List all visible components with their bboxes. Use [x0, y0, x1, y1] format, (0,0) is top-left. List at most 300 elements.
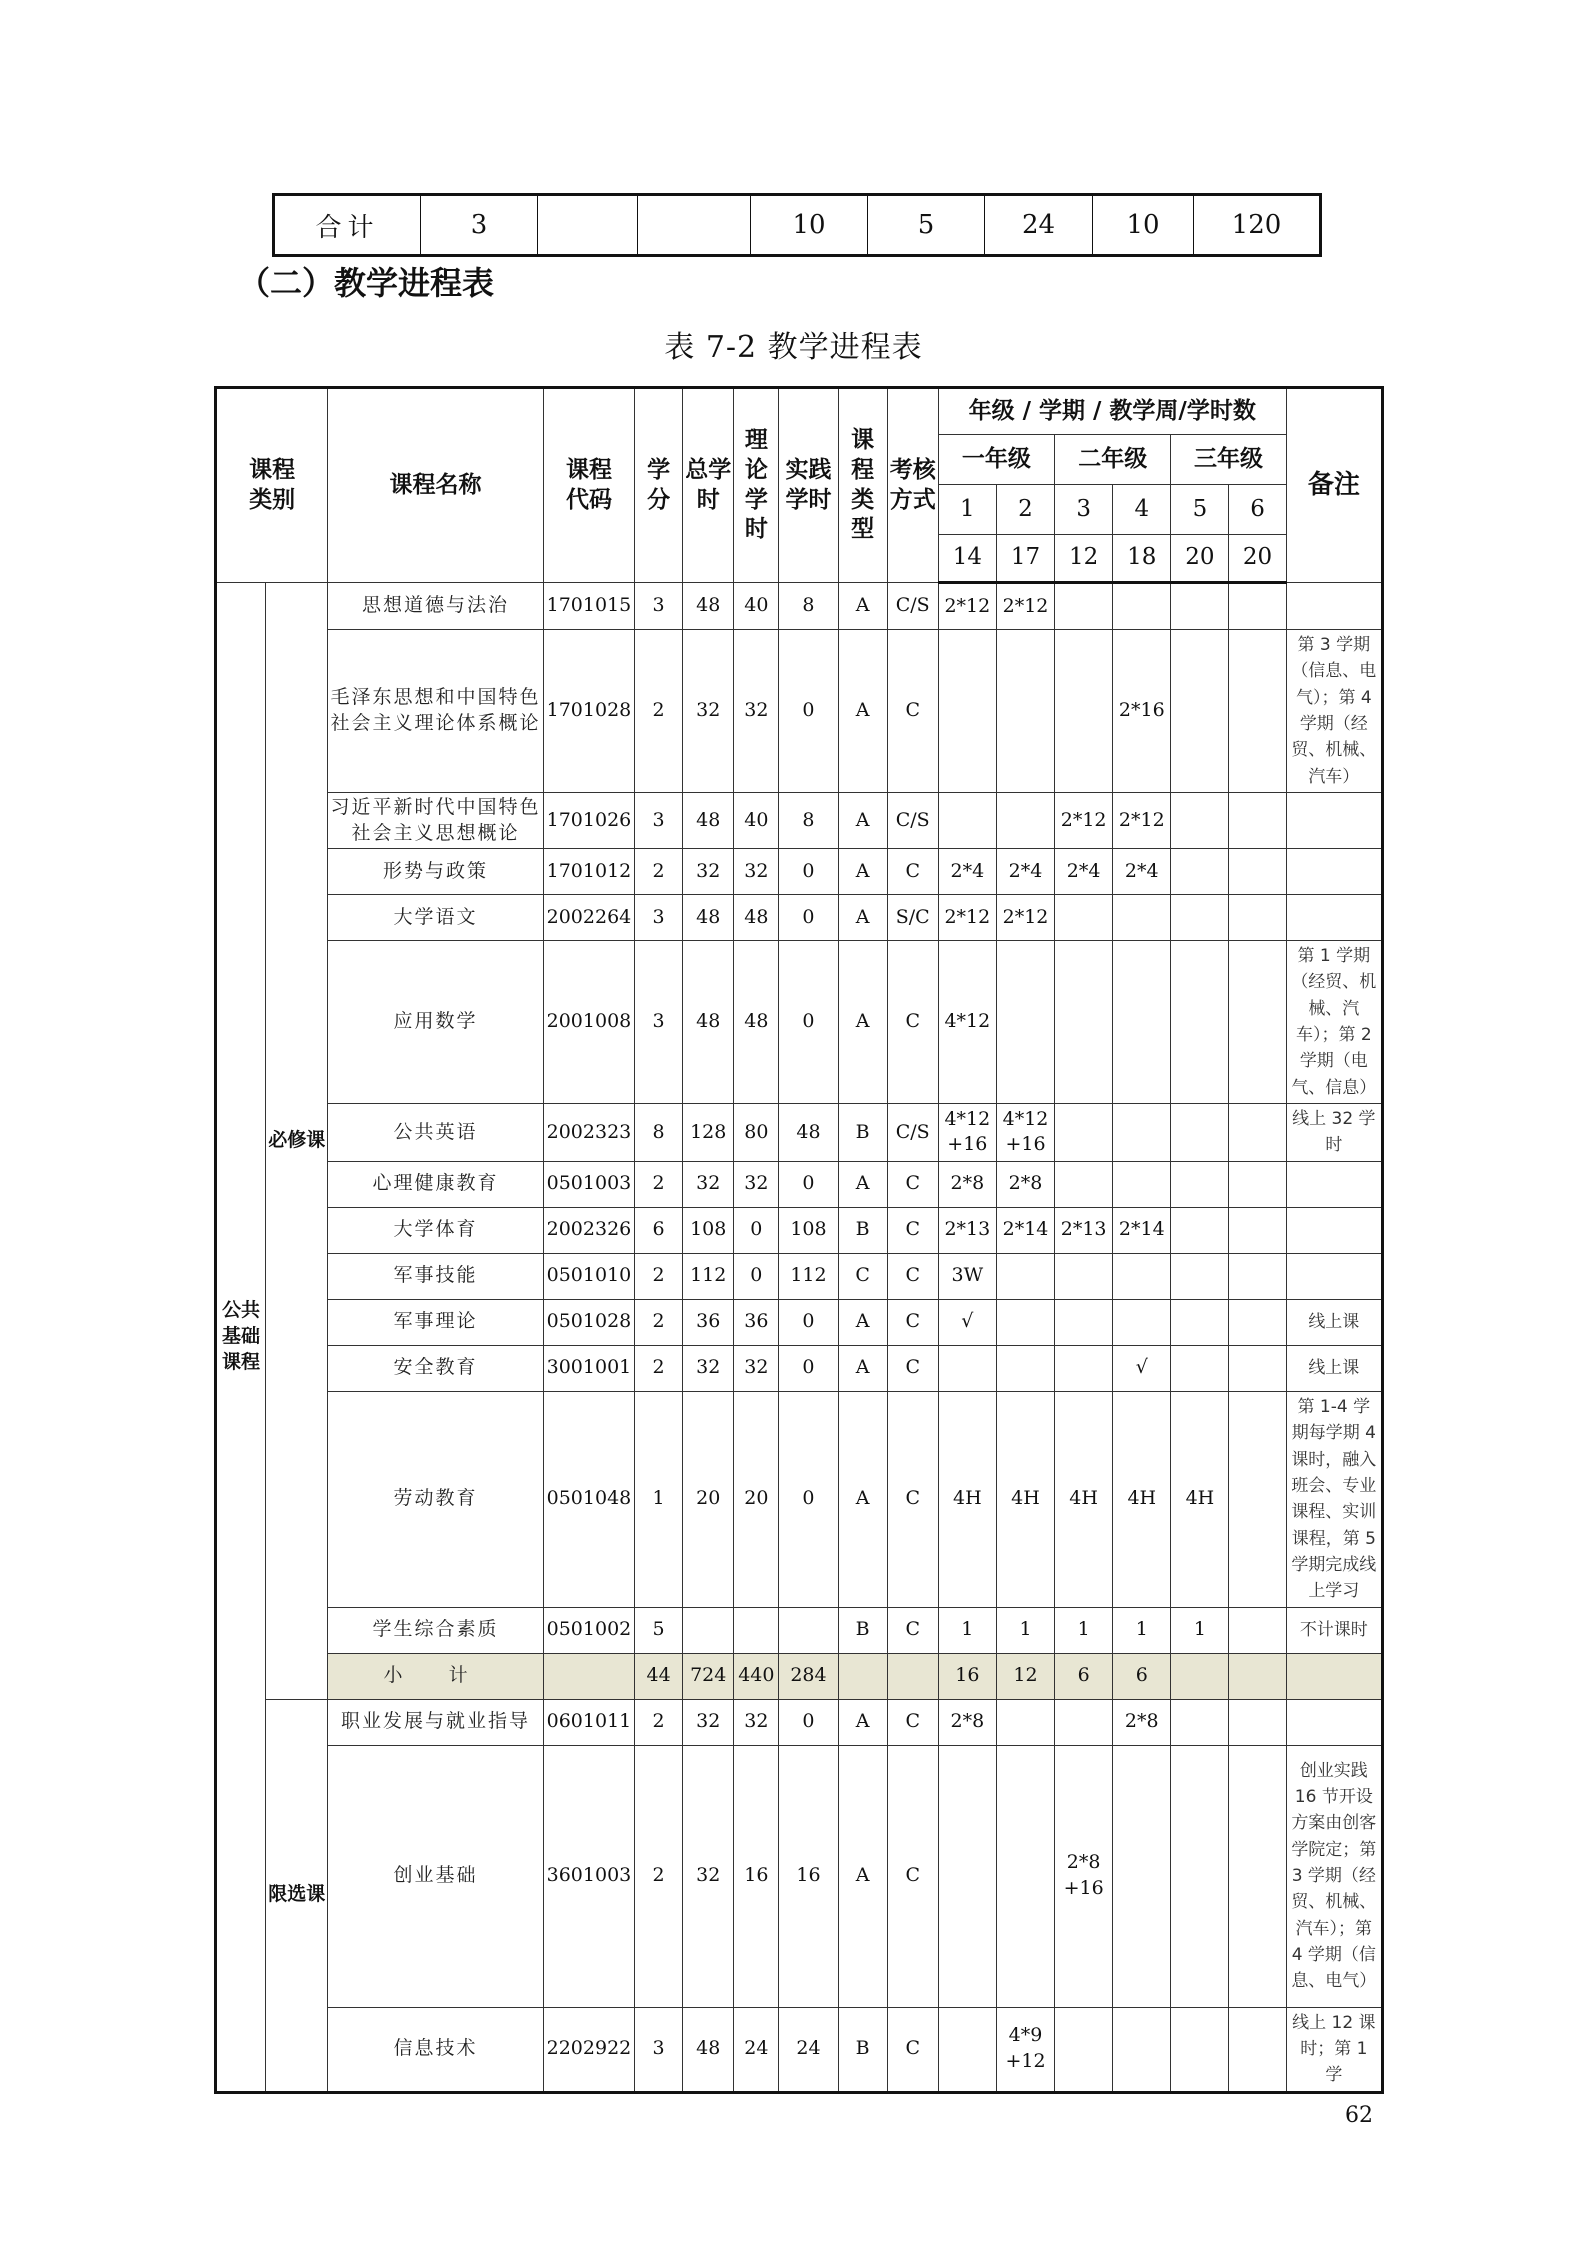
remarks: [1286, 1653, 1382, 1699]
practice-hours: [779, 1607, 838, 1653]
total-hours: 128: [683, 1104, 734, 1162]
credit: 3: [635, 583, 683, 630]
total-hours: 48: [683, 895, 734, 941]
term-hours: [1113, 895, 1171, 941]
term-hours: 2*14: [1113, 1207, 1171, 1253]
term-hours: [1229, 630, 1286, 793]
table-row: [216, 1207, 1383, 1253]
total-hours: 108: [683, 1207, 734, 1253]
summary-cell: 24: [985, 195, 1093, 256]
course-type: C: [838, 1253, 887, 1299]
term-hours: [1229, 1207, 1286, 1253]
theory-hours: 24: [734, 2007, 779, 2092]
term-hours: [996, 1699, 1054, 1745]
table-row: [216, 1104, 1383, 1162]
course-name: 小 计: [328, 1653, 544, 1699]
course-name: 创业基础: [328, 1745, 544, 2007]
table-row: [216, 849, 1383, 895]
term-hours: 12: [996, 1653, 1054, 1699]
table-row: [216, 1299, 1383, 1345]
term-hours: 4*9 +12: [996, 2007, 1054, 2092]
course-code: [543, 1653, 634, 1699]
course-code: 0501003: [543, 1161, 634, 1207]
subtotal-row: [216, 1653, 1383, 1699]
remarks: [1286, 583, 1382, 630]
term-hours: [938, 1745, 996, 2007]
practice-hours: 8: [779, 793, 838, 849]
total-hours: 32: [683, 1699, 734, 1745]
course-type: A: [838, 630, 887, 793]
term-hours: [1055, 1345, 1113, 1391]
course-name: 心理健康教育: [328, 1161, 544, 1207]
header-course-name: 课程名称: [328, 388, 544, 583]
practice-hours: 0: [779, 1299, 838, 1345]
assessment-method: C: [887, 1345, 938, 1391]
remarks: 线上 32 学时: [1286, 1104, 1382, 1162]
table-row: [216, 1745, 1383, 2007]
course-code: 3601003: [543, 1745, 634, 2007]
course-code: 0501010: [543, 1253, 634, 1299]
assessment-method: C: [887, 1391, 938, 1607]
course-type: A: [838, 1161, 887, 1207]
term-hours: [1055, 1253, 1113, 1299]
table-row: [216, 1345, 1383, 1391]
total-hours: 32: [683, 849, 734, 895]
practice-hours: 0: [779, 941, 838, 1104]
term-hours: √: [938, 1299, 996, 1345]
assessment-method: C/S: [887, 583, 938, 630]
term-hours: [938, 1345, 996, 1391]
theory-hours: 32: [734, 1161, 779, 1207]
term-hours: [1055, 2007, 1113, 2092]
term-hours: 2*8: [1113, 1699, 1171, 1745]
term-hours: 2*14: [996, 1207, 1054, 1253]
table-caption: 表 7-2 教学进程表: [664, 330, 923, 365]
term-hours: [1229, 849, 1286, 895]
section-heading: （二）教学进程表: [238, 264, 495, 302]
term-hours: [1229, 583, 1286, 630]
course-name: 安全教育: [328, 1345, 544, 1391]
term-hours: [996, 1253, 1054, 1299]
course-type: A: [838, 1745, 887, 2007]
remarks: [1286, 1161, 1382, 1207]
term-hours: [1229, 1745, 1286, 2007]
total-hours: 32: [683, 1161, 734, 1207]
term-hours: [1113, 1104, 1171, 1162]
header-week: 12: [1055, 535, 1113, 583]
table-row: [216, 630, 1383, 793]
term-hours: [1171, 941, 1229, 1104]
term-hours: [1171, 895, 1229, 941]
assessment-method: C: [887, 2007, 938, 2092]
course-name: 学生综合素质: [328, 1607, 544, 1653]
assessment-method: C: [887, 1207, 938, 1253]
term-hours: [1171, 793, 1229, 849]
term-hours: [938, 630, 996, 793]
credit: 2: [635, 1699, 683, 1745]
term-hours: 2*8: [996, 1161, 1054, 1207]
course-name: 大学语文: [328, 895, 544, 941]
total-hours: [683, 1607, 734, 1653]
course-type: A: [838, 1391, 887, 1607]
total-hours: 112: [683, 1253, 734, 1299]
course-name: 形势与政策: [328, 849, 544, 895]
term-hours: [1229, 793, 1286, 849]
subgroup-label-required: 必修课: [266, 583, 328, 1700]
course-code: 0501028: [543, 1299, 634, 1345]
term-hours: [1229, 1104, 1286, 1162]
term-hours: [1171, 1699, 1229, 1745]
theory-hours: 32: [734, 630, 779, 793]
summary-cell: 10: [751, 195, 868, 256]
header-course-type: 课程 类型: [838, 388, 887, 583]
term-hours: 3W: [938, 1253, 996, 1299]
term-hours: 2*8 +16: [1055, 1745, 1113, 2007]
table-row: [216, 895, 1383, 941]
remarks: 线上课: [1286, 1299, 1382, 1345]
course-type: A: [838, 1299, 887, 1345]
course-type: A: [838, 941, 887, 1104]
header-category: 课程 类别: [216, 388, 328, 583]
header-practice-hours: 实践 学时: [779, 388, 838, 583]
remarks: [1286, 793, 1382, 849]
term-hours: 4H: [938, 1391, 996, 1607]
header-week: 14: [938, 535, 996, 583]
course-type: A: [838, 1699, 887, 1745]
header-grade-term: 年级 / 学期 / 教学周/学时数: [938, 388, 1286, 435]
course-type: B: [838, 1104, 887, 1162]
remarks: 第 1-4 学期每学期 4 课时，融入班会、专业课程、实训课程，第 5 学期完成线上学习: [1286, 1391, 1382, 1607]
theory-hours: 48: [734, 895, 779, 941]
practice-hours: 8: [779, 583, 838, 630]
header-credit: 学分: [635, 388, 683, 583]
term-hours: [1171, 1299, 1229, 1345]
course-code: 0501002: [543, 1607, 634, 1653]
remarks: 线上 12 课时；第 1 学: [1286, 2007, 1382, 2092]
credit: 2: [635, 849, 683, 895]
header-term: 4: [1113, 485, 1171, 535]
term-hours: 1: [938, 1607, 996, 1653]
term-hours: 2*12: [996, 583, 1054, 630]
table-row: [216, 941, 1383, 1104]
table-row: [216, 1607, 1383, 1653]
course-code: 2001008: [543, 941, 634, 1104]
header-term: 1: [938, 485, 996, 535]
course-name: 职业发展与就业指导: [328, 1699, 544, 1745]
table-row: [216, 1699, 1383, 1745]
term-hours: [1055, 941, 1113, 1104]
term-hours: [1171, 630, 1229, 793]
term-hours: [1113, 1161, 1171, 1207]
term-hours: [1055, 630, 1113, 793]
term-hours: 2*4: [996, 849, 1054, 895]
summary-cell: 合计: [274, 195, 421, 256]
term-hours: 2*12: [938, 895, 996, 941]
course-type: [838, 1653, 887, 1699]
term-hours: 2*4: [938, 849, 996, 895]
credit: 2: [635, 1745, 683, 2007]
theory-hours: 36: [734, 1299, 779, 1345]
credit: 2: [635, 630, 683, 793]
course-type: A: [838, 849, 887, 895]
assessment-method: C: [887, 1745, 938, 2007]
credit: 2: [635, 1345, 683, 1391]
term-hours: 4H: [996, 1391, 1054, 1607]
assessment-method: C: [887, 1161, 938, 1207]
term-hours: [1229, 1699, 1286, 1745]
term-hours: 16: [938, 1653, 996, 1699]
course-type: B: [838, 1207, 887, 1253]
assessment-method: C/S: [887, 793, 938, 849]
term-hours: [996, 630, 1054, 793]
total-hours: 32: [683, 1345, 734, 1391]
term-hours: [1229, 1653, 1286, 1699]
term-hours: [1229, 2007, 1286, 2092]
term-hours: 2*4: [1055, 849, 1113, 895]
theory-hours: 80: [734, 1104, 779, 1162]
theory-hours: 40: [734, 793, 779, 849]
table-row: [216, 793, 1383, 849]
course-name: 思想道德与法治: [328, 583, 544, 630]
term-hours: [1113, 2007, 1171, 2092]
term-hours: 2*8: [938, 1699, 996, 1745]
remarks: 第 3 学期（信息、电气）；第 4 学期（经贸、机械、汽车）: [1286, 630, 1382, 793]
summary-row: [274, 195, 1321, 256]
table-row: [216, 1391, 1383, 1607]
practice-hours: 16: [779, 1745, 838, 2007]
term-hours: 6: [1113, 1653, 1171, 1699]
remarks: [1286, 1699, 1382, 1745]
assessment-method: C: [887, 1699, 938, 1745]
theory-hours: 440: [734, 1653, 779, 1699]
subgroup-label-limited-elective: 限选课: [266, 1699, 328, 2092]
assessment-method: [887, 1653, 938, 1699]
header-assessment: 考核 方式: [887, 388, 938, 583]
table-row: [216, 2007, 1383, 2092]
header-year: 一年级: [938, 435, 1054, 485]
course-name: 信息技术: [328, 2007, 544, 2092]
course-name: 毛泽东思想和中国特色社会主义理论体系概论: [328, 630, 544, 793]
course-code: 3001001: [543, 1345, 634, 1391]
course-code: 0501048: [543, 1391, 634, 1607]
term-hours: 4*12: [938, 941, 996, 1104]
course-code: 2002264: [543, 895, 634, 941]
term-hours: 6: [1055, 1653, 1113, 1699]
summary-cell: [638, 195, 751, 256]
header-total-hours: 总学 时: [683, 388, 734, 583]
term-hours: [1113, 1253, 1171, 1299]
assessment-method: S/C: [887, 895, 938, 941]
term-hours: [1055, 895, 1113, 941]
term-hours: [1113, 583, 1171, 630]
term-hours: [1229, 1607, 1286, 1653]
total-hours: 32: [683, 630, 734, 793]
credit: 3: [635, 941, 683, 1104]
header-week: 17: [996, 535, 1054, 583]
theory-hours: 48: [734, 941, 779, 1104]
course-name: 劳动教育: [328, 1391, 544, 1607]
practice-hours: 108: [779, 1207, 838, 1253]
theory-hours: [734, 1607, 779, 1653]
term-hours: 2*13: [1055, 1207, 1113, 1253]
credit: 3: [635, 2007, 683, 2092]
assessment-method: C: [887, 630, 938, 793]
credit: 2: [635, 1161, 683, 1207]
table-row: [216, 1253, 1383, 1299]
course-type: B: [838, 2007, 887, 2092]
practice-hours: 0: [779, 630, 838, 793]
course-type: A: [838, 583, 887, 630]
practice-hours: 0: [779, 1699, 838, 1745]
header-week: 20: [1171, 535, 1229, 583]
term-hours: 1: [1171, 1607, 1229, 1653]
course-code: 2002323: [543, 1104, 634, 1162]
term-hours: [1113, 1745, 1171, 2007]
term-hours: [938, 793, 996, 849]
term-hours: 2*13: [938, 1207, 996, 1253]
theory-hours: 32: [734, 1345, 779, 1391]
term-hours: 2*12: [1055, 793, 1113, 849]
course-name: 军事理论: [328, 1299, 544, 1345]
term-hours: [1229, 1345, 1286, 1391]
header-remarks: 备注: [1286, 388, 1382, 583]
summary-cell: 3: [421, 195, 538, 256]
table-row: [216, 1161, 1383, 1207]
header-term: 2: [996, 485, 1054, 535]
remarks: [1286, 895, 1382, 941]
term-hours: [1229, 941, 1286, 1104]
theory-hours: 40: [734, 583, 779, 630]
term-hours: [1229, 1161, 1286, 1207]
theory-hours: 0: [734, 1253, 779, 1299]
practice-hours: 284: [779, 1653, 838, 1699]
course-name: 军事技能: [328, 1253, 544, 1299]
total-hours: 48: [683, 941, 734, 1104]
term-hours: [1171, 849, 1229, 895]
table-body: [216, 583, 1383, 2093]
course-name: 公共英语: [328, 1104, 544, 1162]
assessment-method: C: [887, 1607, 938, 1653]
header-theory-hours: 理 论 学 时: [734, 388, 779, 583]
credit: 1: [635, 1391, 683, 1607]
credit: 2: [635, 1299, 683, 1345]
term-hours: 1: [1055, 1607, 1113, 1653]
header-row: [216, 388, 1383, 435]
term-hours: 2*12: [996, 895, 1054, 941]
term-hours: 2*16: [1113, 630, 1171, 793]
practice-hours: 0: [779, 1161, 838, 1207]
term-hours: √: [1113, 1345, 1171, 1391]
credit: 2: [635, 1253, 683, 1299]
term-hours: [1171, 1207, 1229, 1253]
course-code: 1701015: [543, 583, 634, 630]
header-term: 6: [1229, 485, 1286, 535]
remarks: 创业实践 16 节开设方案由创客学院定；第 3 学期（经贸、机械、汽车）；第 4 学期（信息、电气）: [1286, 1745, 1382, 2007]
term-hours: [1055, 1161, 1113, 1207]
remarks: [1286, 849, 1382, 895]
course-code: 2202922: [543, 2007, 634, 2092]
term-hours: 1: [996, 1607, 1054, 1653]
assessment-method: C: [887, 849, 938, 895]
term-hours: [1171, 2007, 1229, 2092]
practice-hours: 0: [779, 1391, 838, 1607]
term-hours: 2*4: [1113, 849, 1171, 895]
course-code: 0601011: [543, 1699, 634, 1745]
credit: 6: [635, 1207, 683, 1253]
total-hours: 48: [683, 583, 734, 630]
remarks: 第 1 学期（经贸、机械、汽车）；第 2 学期（电气、信息）: [1286, 941, 1382, 1104]
term-hours: [996, 793, 1054, 849]
term-hours: 2*8: [938, 1161, 996, 1207]
practice-hours: 0: [779, 849, 838, 895]
term-hours: [996, 1299, 1054, 1345]
practice-hours: 24: [779, 2007, 838, 2092]
term-hours: 4*12 +16: [938, 1104, 996, 1162]
course-code: 1701026: [543, 793, 634, 849]
term-hours: 1: [1113, 1607, 1171, 1653]
term-hours: 4H: [1171, 1391, 1229, 1607]
total-hours: 724: [683, 1653, 734, 1699]
term-hours: 2*12: [938, 583, 996, 630]
credit: 8: [635, 1104, 683, 1162]
total-hours: 48: [683, 793, 734, 849]
term-hours: [938, 2007, 996, 2092]
course-name: 应用数学: [328, 941, 544, 1104]
credit: 3: [635, 793, 683, 849]
header-year: 三年级: [1171, 435, 1286, 485]
remarks: 线上课: [1286, 1345, 1382, 1391]
term-hours: 2*12: [1113, 793, 1171, 849]
term-hours: [1113, 941, 1171, 1104]
remarks: [1286, 1253, 1382, 1299]
term-hours: [1229, 1253, 1286, 1299]
total-hours: 48: [683, 2007, 734, 2092]
course-type: A: [838, 793, 887, 849]
practice-hours: 112: [779, 1253, 838, 1299]
credit: 44: [635, 1653, 683, 1699]
table-row: [216, 583, 1383, 630]
summary-cell: 120: [1194, 195, 1321, 256]
term-hours: [1171, 1253, 1229, 1299]
course-name: 习近平新时代中国特色社会主义思想概论: [328, 793, 544, 849]
term-hours: 4*12 +16: [996, 1104, 1054, 1162]
term-hours: 4H: [1113, 1391, 1171, 1607]
theory-hours: 32: [734, 1699, 779, 1745]
summary-cell: 5: [868, 195, 985, 256]
total-hours: 36: [683, 1299, 734, 1345]
header-term: 5: [1171, 485, 1229, 535]
term-hours: [1055, 1299, 1113, 1345]
theory-hours: 16: [734, 1745, 779, 2007]
course-code: 1701012: [543, 849, 634, 895]
practice-hours: 0: [779, 1345, 838, 1391]
credit: 5: [635, 1607, 683, 1653]
assessment-method: C: [887, 1299, 938, 1345]
header-week: 20: [1229, 535, 1286, 583]
course-type: A: [838, 895, 887, 941]
term-hours: [1171, 1653, 1229, 1699]
header-course-code: 课程 代码: [543, 388, 634, 583]
term-hours: [1055, 583, 1113, 630]
term-hours: [1113, 1299, 1171, 1345]
term-hours: [1171, 583, 1229, 630]
total-hours: 20: [683, 1391, 734, 1607]
remarks: [1286, 1207, 1382, 1253]
header-year: 二年级: [1055, 435, 1171, 485]
term-hours: [1171, 1345, 1229, 1391]
header-week: 18: [1113, 535, 1171, 583]
term-hours: [1171, 1104, 1229, 1162]
